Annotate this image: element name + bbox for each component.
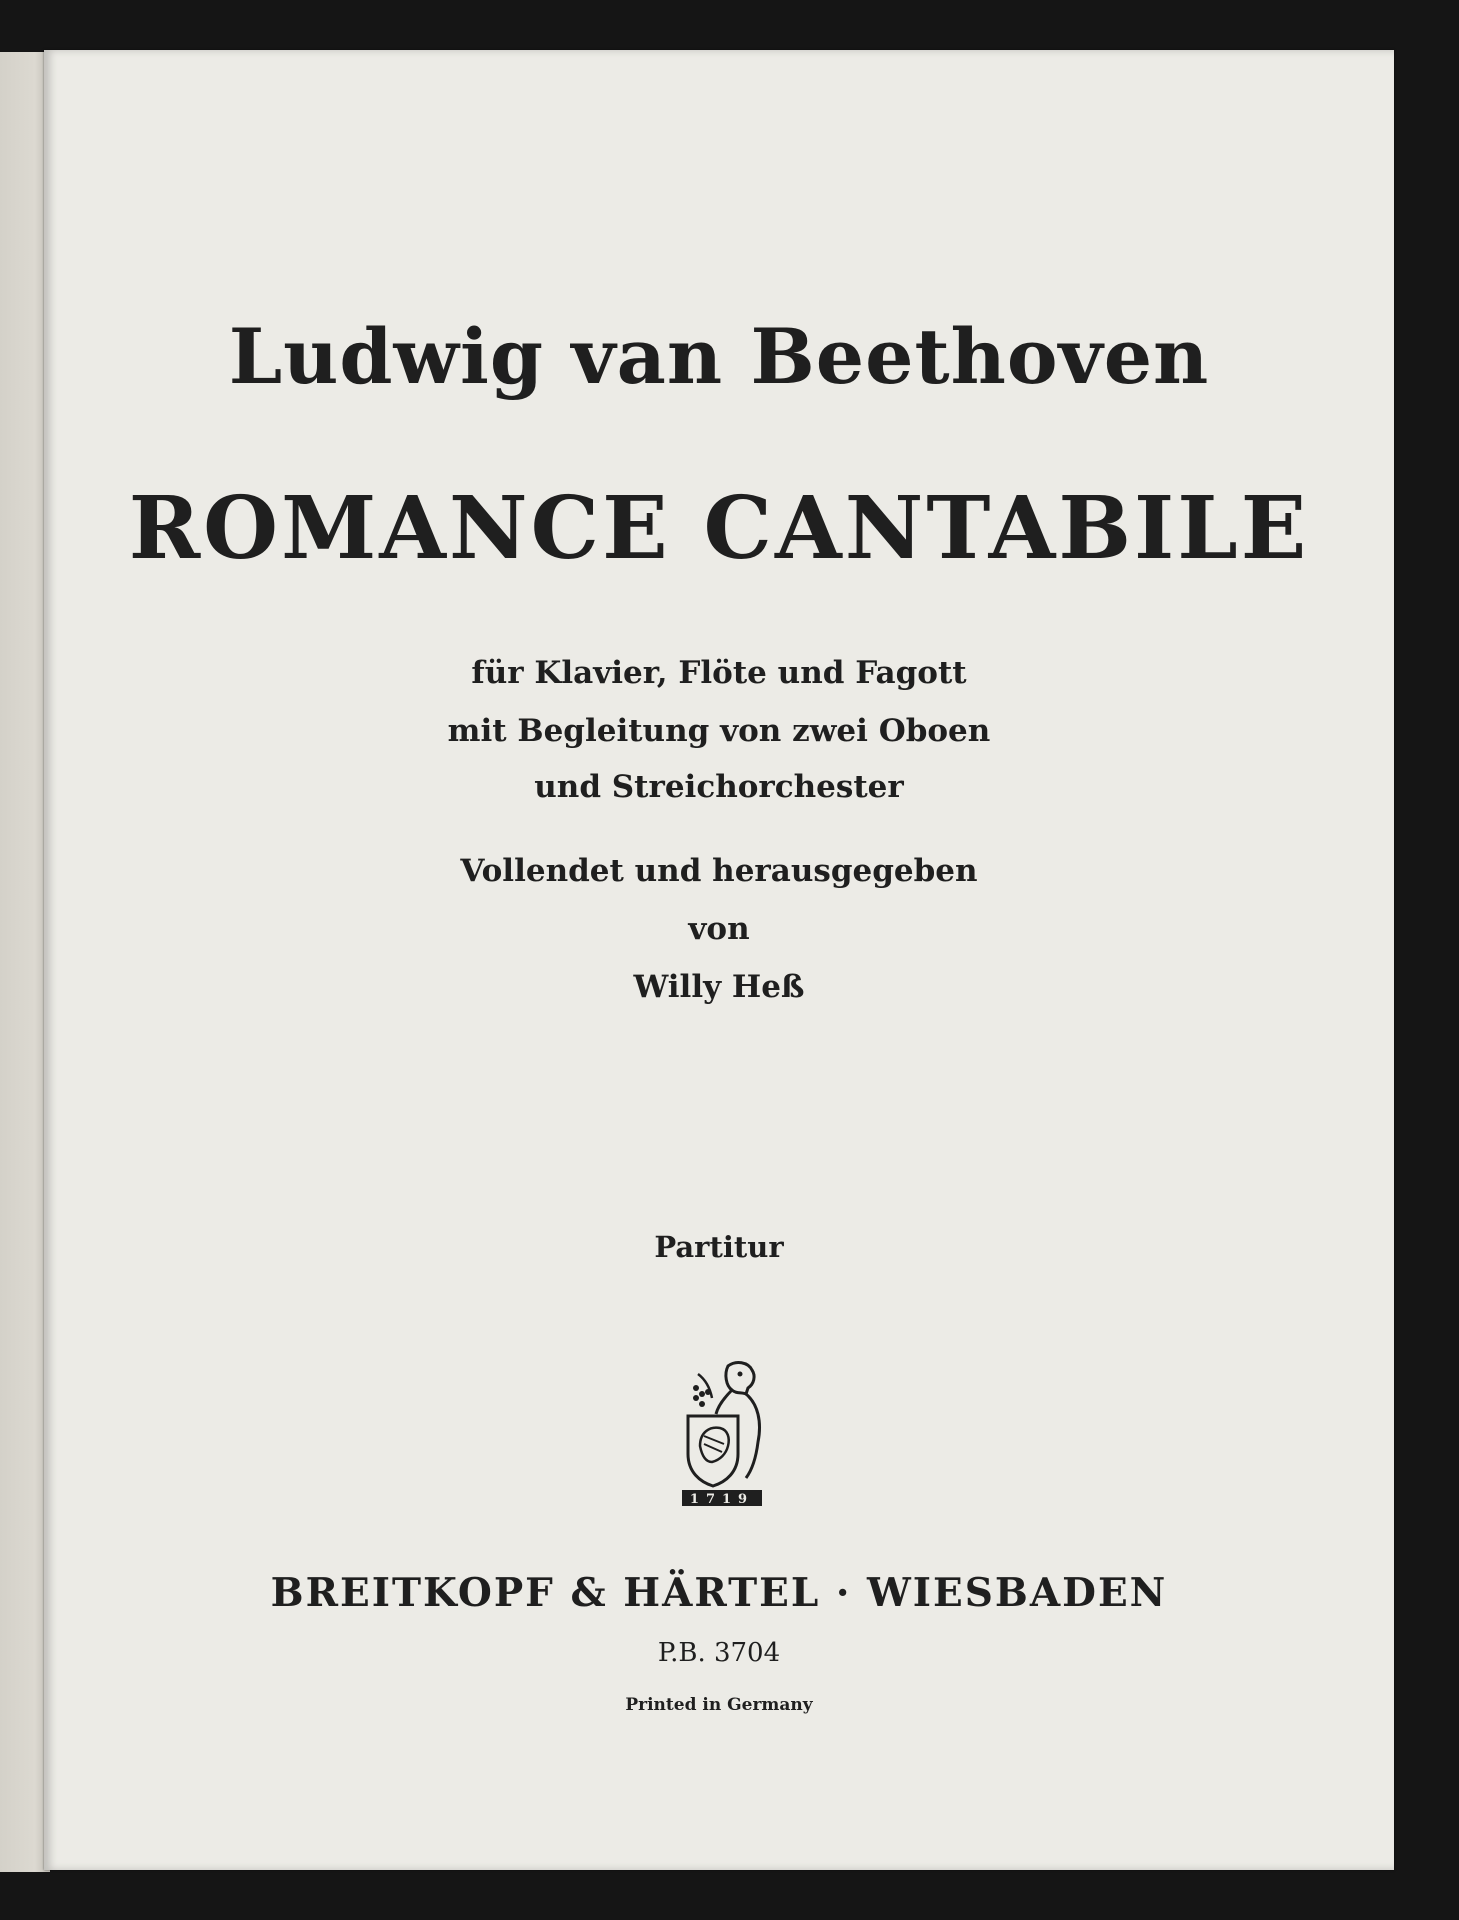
- instrumentation-line-2: mit Begleitung von zwei Oboen: [447, 713, 991, 749]
- composer-name: Ludwig van Beethoven: [228, 312, 1210, 401]
- plate-number: P.B. 3704: [657, 1638, 781, 1668]
- instrumentation-line-3: und Streichorchester: [534, 769, 904, 805]
- title-page: [44, 50, 1394, 1870]
- lion-shield-icon: [676, 1358, 768, 1508]
- work-title: ROMANCE CANTABILE: [128, 478, 1310, 579]
- instrumentation-line-1: für Klavier, Flöte und Fagott: [471, 655, 967, 691]
- emblem-year: 1719: [689, 1492, 755, 1507]
- score-type-label: Partitur: [654, 1230, 784, 1264]
- editor-line-1: Vollendet und herausgegeben: [460, 853, 978, 889]
- editor-line-2: von: [688, 911, 750, 947]
- printed-in-label: Printed in Germany: [625, 1695, 813, 1715]
- editor-name: Willy Heß: [633, 969, 805, 1005]
- under-page-edge: [0, 52, 50, 1872]
- publisher-name: BREITKOPF & HÄRTEL · WIESBADEN: [270, 1570, 1168, 1616]
